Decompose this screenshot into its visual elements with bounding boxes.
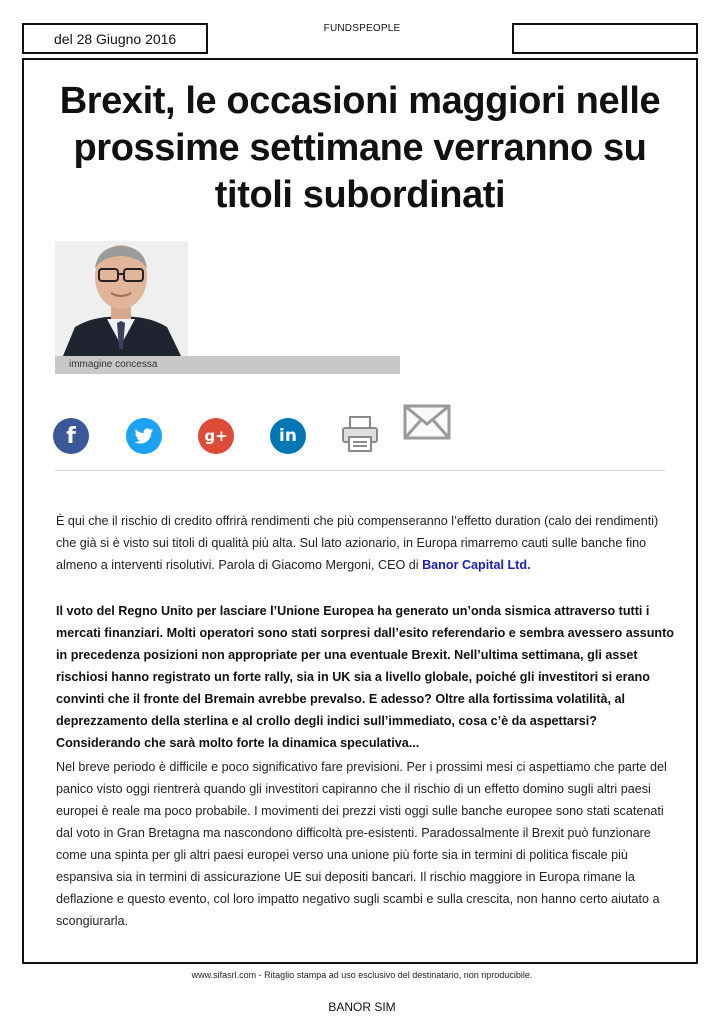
publication-date: del 28 Giugno 2016 — [54, 31, 177, 47]
footer-note: www.sifasrl.com - Ritaglio stampa ad uso esclusivo del destinatario, non riproducibile. — [191, 970, 533, 980]
twitter-icon[interactable] — [126, 418, 162, 454]
source-name: FUNDSPEOPLE — [323, 23, 401, 34]
answer-paragraph: Nel breve periodo è difficile e poco significativo fare previsioni. Per i prossimi mesi ci aspettiamo che parte del panico visto oggi rientrerà quando gli investitori capiranno che il rischio di un effetto domino sugli altri paesi europei è reale ma poco probabile. I movimenti dei prezzi visti oggi sulle banche europee sono stati scatenati dal voto in Gran Bretagna ma nascondono difficoltà pre-esistenti. Paradossalmente il Brexit può funzionare come una spinta per gli altri paesi europei verso una unione più forte sia in termini di politica fiscale più espansiva sia in termini di assicurazione UE sui depositi bancari. Il rischio maggiore in Europa rimane la deflazione e questo evento, col loro impatto negativo sugli scambi e sulla crescita, non hanno certo aiutato a scongiurarla. — [56, 760, 667, 928]
image-caption: immagine concessa — [69, 359, 158, 370]
footer-name: BANOR SIM — [328, 1000, 396, 1014]
question-paragraph: Il voto del Regno Unito per lasciare l’Unione Europea ha generato un’onda sismica attraverso tutti i mercati finanziari. Molti operatori sono stati sorpresi dall’esito referendario e sembra avessero assunto in precedenza posizioni non appropriate per una eventuale Brexit. Nell’ultima settimana, gli asset rischiosi hanno registrato un forte rally, sia in UK sia a livello globale, poiché gli investitori si erano convinti che il fronte del Bremain avrebbe prevalso. E adesso? Oltre alla fortissima volatilità, al deprezzamento della sterlina e al crollo degli indici sull’immediato, cosa c’è da aspettarsi? Considerando che sarà molto forte la dinamica speculativa... — [56, 604, 674, 750]
company-link[interactable]: Banor Capital Ltd. — [422, 558, 531, 572]
article-title: Brexit, le occasioni maggiori nelle prossime settimane verranno su titoli subordinati — [59, 80, 661, 216]
intro-paragraph — [56, 510, 676, 576]
author-photo — [55, 241, 188, 356]
empty-header-box — [512, 23, 698, 54]
print-icon[interactable] — [340, 414, 380, 459]
facebook-icon[interactable]: f — [53, 418, 89, 454]
image-caption-bar — [55, 356, 400, 374]
share-divider — [55, 470, 665, 471]
intro-text: È qui che il rischio di credito offrirà rendimenti che più compenseranno l’effetto duration (calo dei rendimenti) che già si è visto sui titoli di qualità più alta. Sul lato azionario, in Europa rimarremo cauti sulle banche fino almeno a interventi risolutivi. Parola di Giacomo Mergoni, CEO di — [56, 514, 659, 572]
linkedin-icon[interactable]: in — [270, 418, 306, 454]
google-plus-icon[interactable]: g+ — [198, 418, 234, 454]
mail-icon[interactable] — [403, 404, 451, 445]
